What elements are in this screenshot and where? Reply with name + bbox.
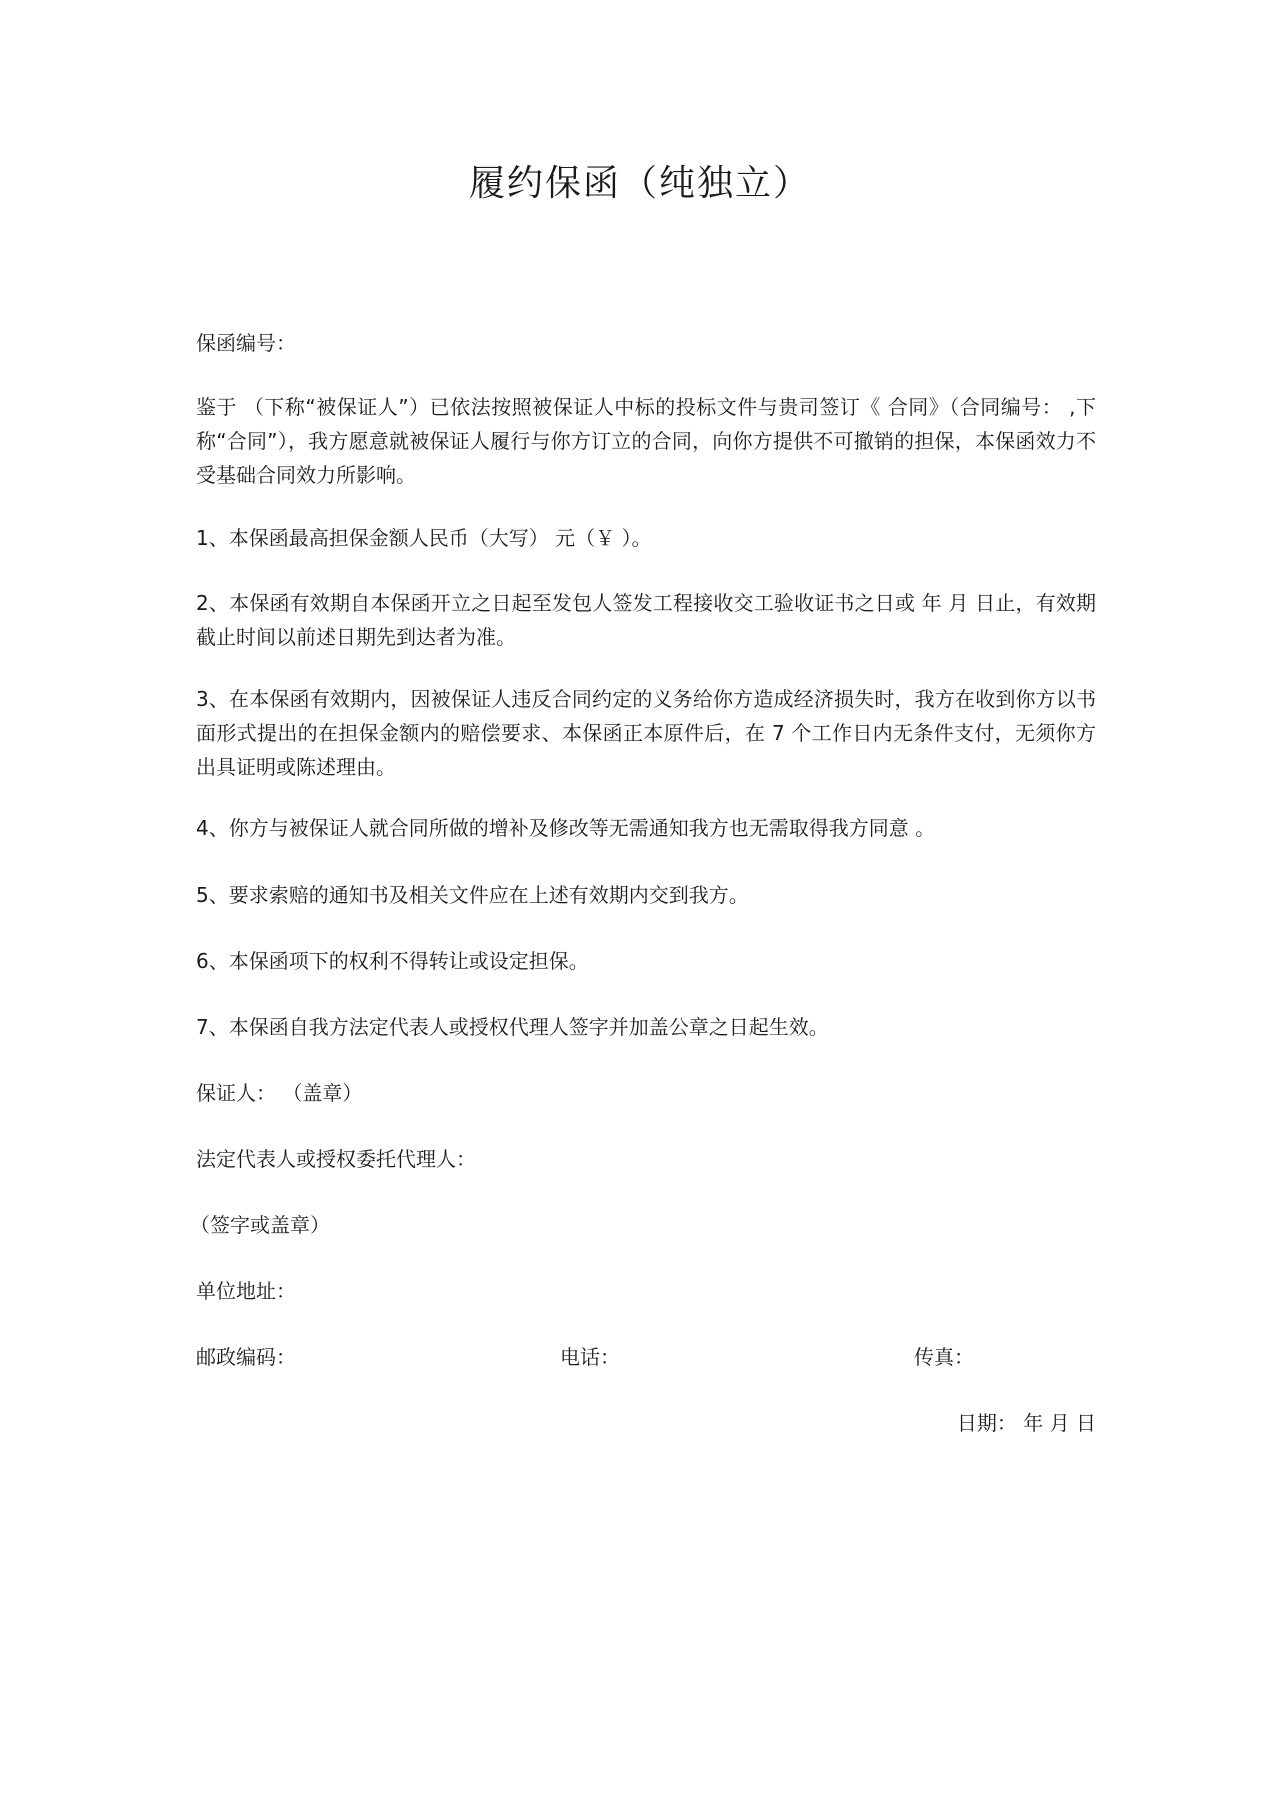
clause-5: 5、要求索赔的通知书及相关文件应在上述有效期内交到我方。 [196,883,749,907]
representative-line: 法定代表人或授权委托代理人： [196,1147,476,1171]
postal-code-label: 邮政编码： [196,1345,296,1369]
sign-line: （签字或盖章） [190,1213,330,1237]
page-title: 履约保函（纯独立） [468,163,811,204]
intro-paragraph: 鉴于 （下称“被保证人”）已依法按照被保证人中标的投标文件与贵司签订《 合同》（合同编号： ,下称“合同”），我方愿意就被保证人履行与你方订立的合同，向你方提供不可撤销的担保，本保函效力不受基础合同效力所影响。 [196,395,1096,487]
contact-row [196,1340,1096,1374]
address-label: 单位地址： [196,1279,296,1303]
phone-label: 电话： [560,1345,620,1369]
fax-label: 传真： [914,1345,974,1369]
clause-6: 6、本保函项下的权利不得转让或设定担保。 [196,949,589,973]
clause-4: 4、你方与被保证人就合同所做的增补及修改等无需通知我方也无需取得我方同意 。 [196,816,936,840]
clause-1: 1、本保函最高担保金额人民币（大写） 元（￥ ）。 [196,526,652,550]
date-line: 日期： 年 月 日 [956,1411,1096,1435]
clause-3: 3、在本保函有效期内，因被保证人违反合同约定的义务给你方造成经济损失时，我方在收到你方以书面形式提出的在担保金额内的赔偿要求、本保函正本原件后，在 7 个工作日内无条件支付，无须你方出具证明或陈述理由。 [196,687,1096,779]
clause-2: 2、本保函有效期自本保函开立之日起至发包人签发工程接收交工验收证书之日或 年 月 日止，有效期截止时间以前述日期先到达者为准。 [196,591,1096,649]
clause-7: 7、本保函自我方法定代表人或授权代理人签字并加盖公章之日起生效。 [196,1015,829,1039]
guarantee-number-label: 保函编号： [196,331,296,355]
guarantor-line: 保证人： （盖章） [196,1081,363,1105]
